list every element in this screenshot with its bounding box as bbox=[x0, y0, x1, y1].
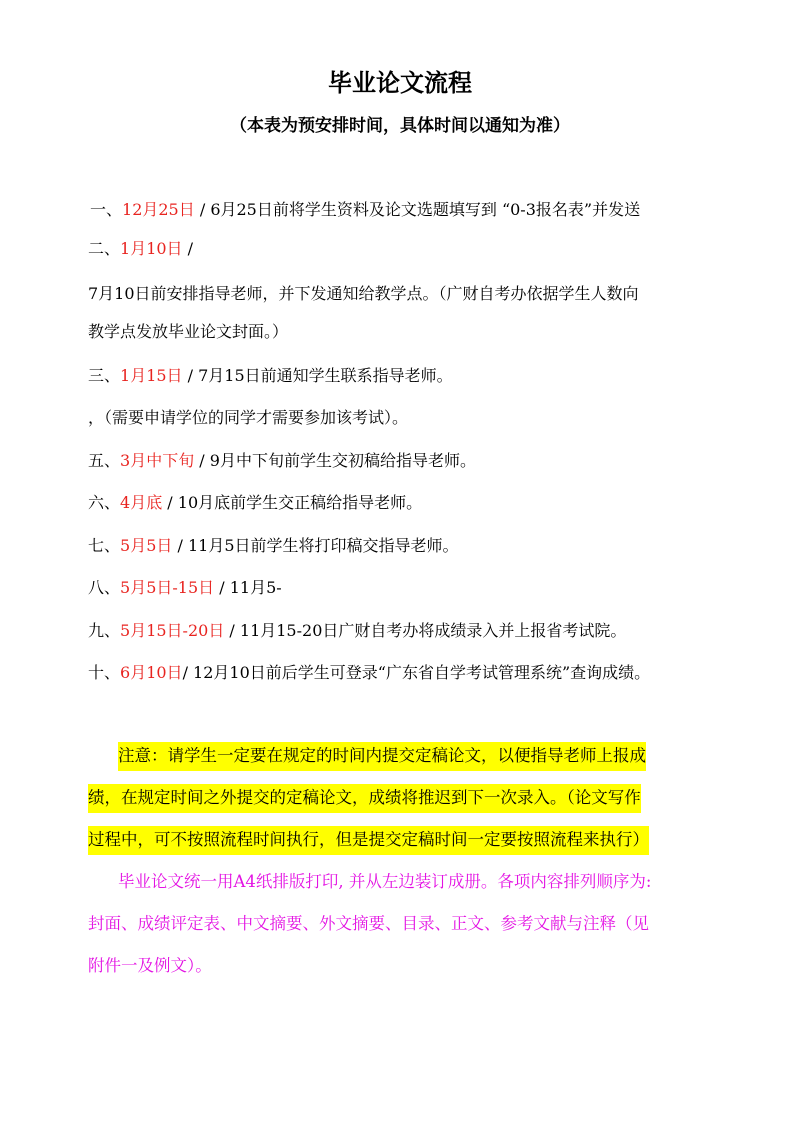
step-line-4-fragment bbox=[88, 406, 738, 430]
notice-highlight: 绩，在规定时间之外提交的定稿论文，成绩将推迟到下一次录入。（论文写作 bbox=[88, 784, 641, 813]
step-number: 八、 bbox=[88, 578, 121, 597]
step-text: / 12月10日前后学生可登录“广东省自学考试管理系统”查询成绩。 bbox=[182, 663, 651, 682]
step-text: / 11月5- bbox=[214, 578, 282, 597]
step-date: 5月15日-20日 bbox=[120, 621, 225, 640]
step-date: 5月5日 bbox=[120, 536, 173, 555]
step-date: 4月底 bbox=[120, 493, 163, 512]
step-line-2 bbox=[88, 237, 738, 261]
step-date: 1月10日 bbox=[120, 239, 183, 258]
step-date: 3月中下旬 bbox=[120, 451, 195, 470]
step-text: / 7月15日前通知学生联系指导老师。 bbox=[182, 366, 453, 385]
step-text: / 10月底前学生交正稿给指导老师。 bbox=[162, 493, 423, 512]
step-line-6 bbox=[88, 491, 738, 515]
step-date: 6月10日 bbox=[120, 663, 183, 682]
step-date: 12月25日 bbox=[122, 200, 195, 219]
step-number: 六、 bbox=[88, 493, 121, 512]
notice-line-3 bbox=[88, 828, 738, 852]
step-number: 九、 bbox=[88, 621, 121, 640]
format-note-line-3: 附件一及例文）。 bbox=[88, 956, 212, 975]
step-line-3 bbox=[88, 364, 738, 388]
step-line-10 bbox=[88, 661, 738, 685]
step-line-2-detail-b bbox=[88, 320, 738, 344]
notice-line-1 bbox=[118, 744, 738, 768]
page-subtitle: （本表为预安排时间，具体时间以通知为准） bbox=[230, 116, 570, 136]
step-date: 1月15日 bbox=[120, 366, 183, 385]
step-text: ，（需要申请学位的同学才需要参加该考试）。 bbox=[88, 408, 409, 427]
notice-highlight: 过程中，可不按照流程时间执行，但是提交定稿时间一定要按照流程来执行） bbox=[88, 826, 649, 855]
step-text: / 9月中下旬前学生交初稿给指导老师。 bbox=[194, 451, 476, 470]
format-note-line-1: 毕业论文统一用A4纸排版打印, 并从左边装订成册。各项内容排列顺序为: bbox=[118, 872, 652, 891]
notice-line-2 bbox=[88, 786, 738, 810]
step-number: 二、 bbox=[88, 239, 121, 258]
step-number: 七、 bbox=[88, 536, 121, 555]
step-number: 三、 bbox=[88, 366, 121, 385]
step-text: 7月10日前安排指导老师，并下发通知给教学点。（广财自考办依据学生人数向 bbox=[88, 284, 639, 303]
step-line-7 bbox=[88, 534, 738, 558]
step-line-2-detail-a bbox=[88, 282, 738, 306]
step-text: / 11月5日前学生将打印稿交指导老师。 bbox=[172, 536, 459, 555]
format-note-line-2: 封面、成绩评定表、中文摘要、外文摘要、目录、正文、参考文献与注释（见 bbox=[88, 914, 649, 933]
step-line-8 bbox=[88, 576, 738, 600]
step-text: / bbox=[182, 239, 194, 258]
step-number: 一、 bbox=[90, 200, 123, 219]
page-title: 毕业论文流程 bbox=[328, 69, 472, 97]
step-number: 十、 bbox=[88, 663, 121, 682]
step-number: 五、 bbox=[88, 451, 121, 470]
step-text: 教学点发放毕业论文封面。） bbox=[88, 322, 289, 341]
step-text: / 6月25日前将学生资料及论文选题填写到 “0-3报名表”并发送 bbox=[194, 200, 641, 219]
step-line-9 bbox=[88, 619, 738, 643]
notice-highlight: 注意：请学生一定要在规定的时间内提交定稿论文，以便指导老师上报成 bbox=[118, 742, 646, 771]
step-date: 5月5日-15日 bbox=[120, 578, 215, 597]
step-line-1 bbox=[90, 198, 740, 222]
step-text: / 11月15-20日广财自考办将成绩录入并上报省考试院。 bbox=[224, 621, 627, 640]
step-line-5 bbox=[88, 449, 738, 473]
